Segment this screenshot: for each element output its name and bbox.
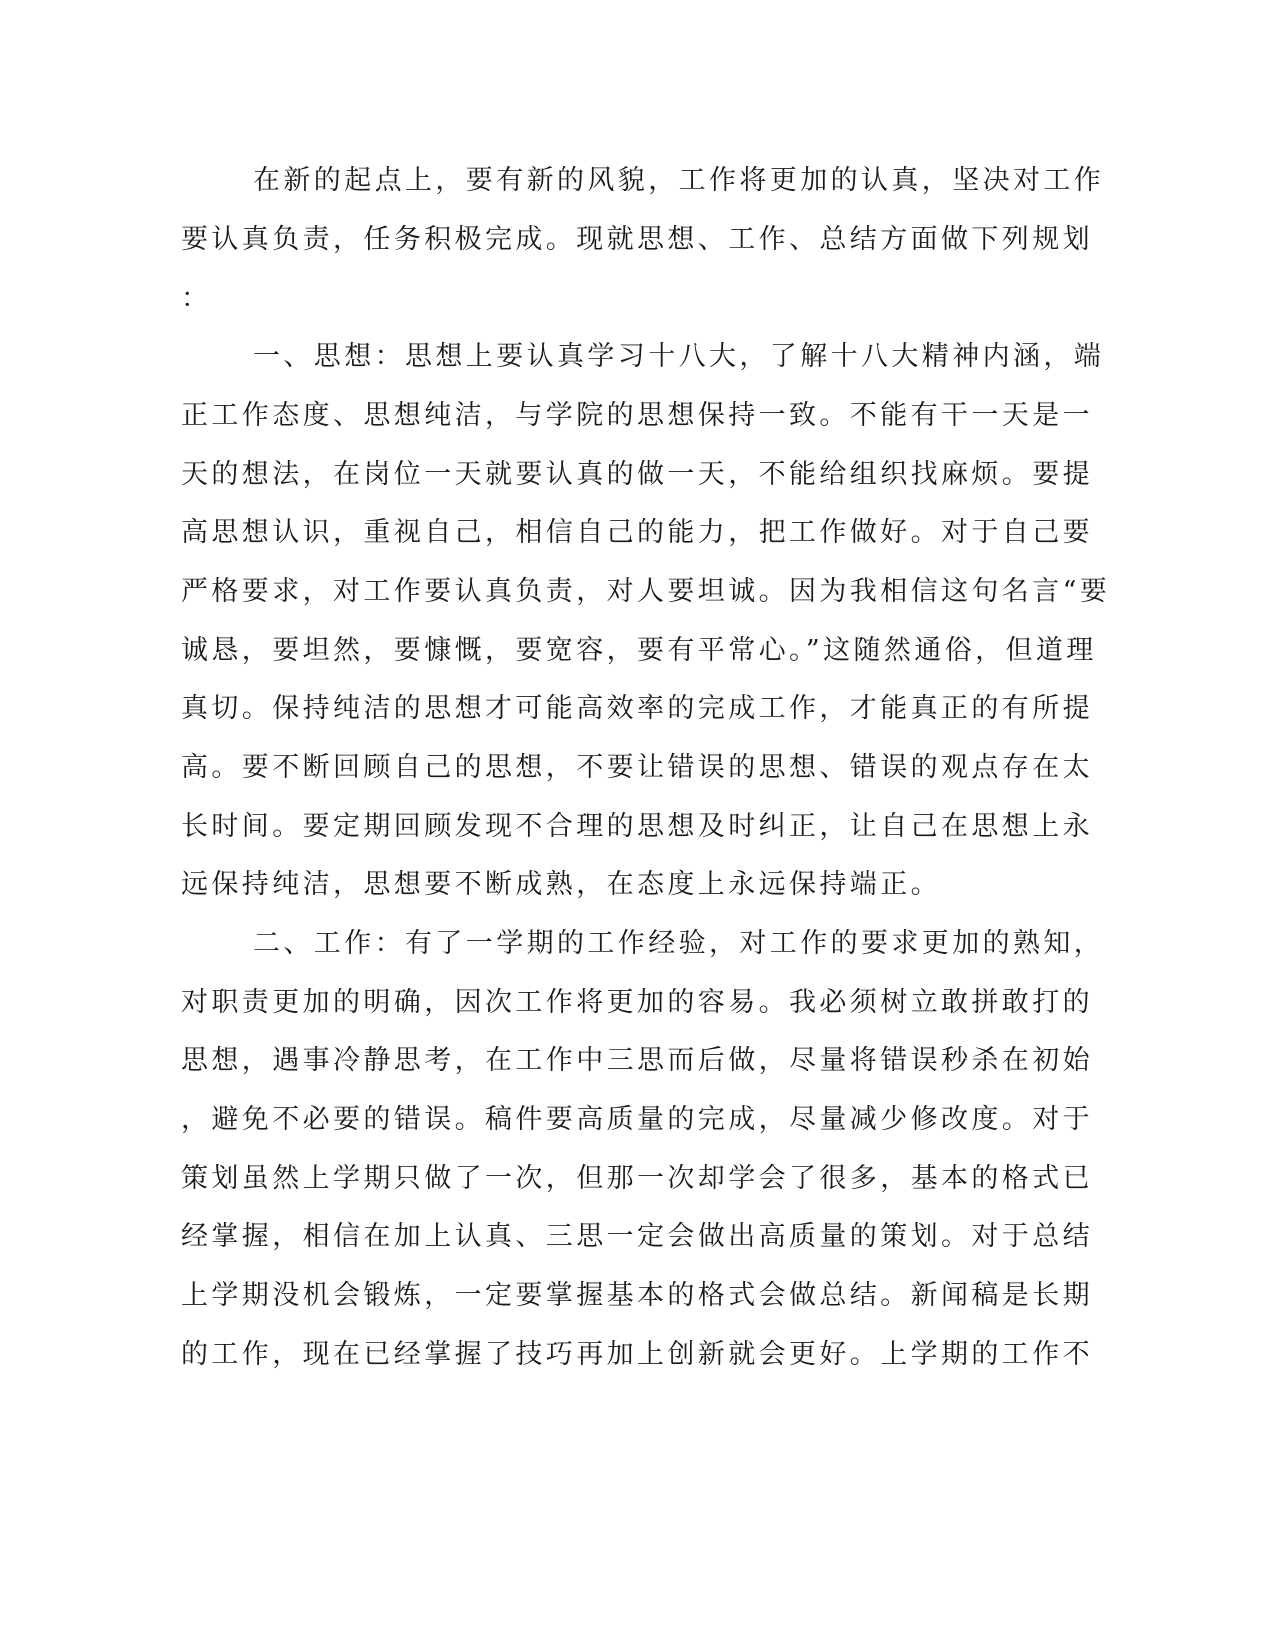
- paragraph-line: 策划虽然上学期只做了一次，但那一次却学会了很多，基本的格式已: [181, 1163, 1093, 1194]
- paragraph-line: 高思想认识，重视自己，相信自己的能力，把工作做好。对于自己要: [181, 517, 1093, 548]
- paragraph-line: 诚恳，要坦然，要慷慨，要宽容，要有平常心。”这随然通俗，但道理: [181, 635, 1097, 666]
- paragraph-line: 的工作，现在已经掌握了技巧再加上创新就会更好。上学期的工作不: [181, 1339, 1093, 1370]
- paragraph-line: ，避免不必要的错误。稿件要高质量的完成，尽量减少修改度。对于: [181, 1104, 1093, 1135]
- paragraph-line: 上学期没机会锻炼，一定要掌握基本的格式会做总结。新闻稿是长期: [181, 1280, 1093, 1311]
- paragraph-line: ：: [181, 283, 212, 314]
- paragraph-line: 经掌握，相信在加上认真、三思一定会做出高质量的策划。对于总结: [181, 1221, 1093, 1252]
- paragraph-line: 远保持纯洁，思想要不断成熟，在态度上永远保持端正。: [181, 869, 941, 900]
- paragraph-line: 要认真负责，任务积极完成。现就思想、工作、总结方面做下列规划: [181, 224, 1093, 255]
- paragraph-line: 天的想法，在岗位一天就要认真的做一天，不能给组织找麻烦。要提: [181, 459, 1093, 490]
- paragraph-line: 一、思想：思想上要认真学习十八大，了解十八大精神内涵，端: [253, 341, 1105, 372]
- paragraph-line: 思想，遇事冷静思考，在工作中三思而后做，尽量将错误秒杀在初始: [181, 1045, 1093, 1076]
- paragraph-line: 真切。保持纯洁的思想才可能高效率的完成工作，才能真正的有所提: [181, 693, 1093, 724]
- paragraph-line: 高。要不断回顾自己的思想，不要让错误的思想、错误的观点存在太: [181, 752, 1093, 783]
- paragraph-line: 在新的起点上，要有新的风貌，工作将更加的认真，坚决对工作: [253, 165, 1105, 196]
- paragraph-line: 严格要求，对工作要认真负责，对人要坦诚。因为我相信这句名言“要: [181, 576, 1111, 607]
- paragraph-line: 正工作态度、思想纯洁，与学院的思想保持一致。不能有干一天是一: [181, 400, 1093, 431]
- paragraph-line: 对职责更加的明确，因次工作将更加的容易。我必须树立敢拼敢打的: [181, 987, 1093, 1018]
- paragraph-line: 二、工作：有了一学期的工作经验，对工作的要求更加的熟知，: [253, 928, 1105, 959]
- paragraph-line: 长时间。要定期回顾发现不合理的思想及时纠正，让自己在思想上永: [181, 811, 1093, 842]
